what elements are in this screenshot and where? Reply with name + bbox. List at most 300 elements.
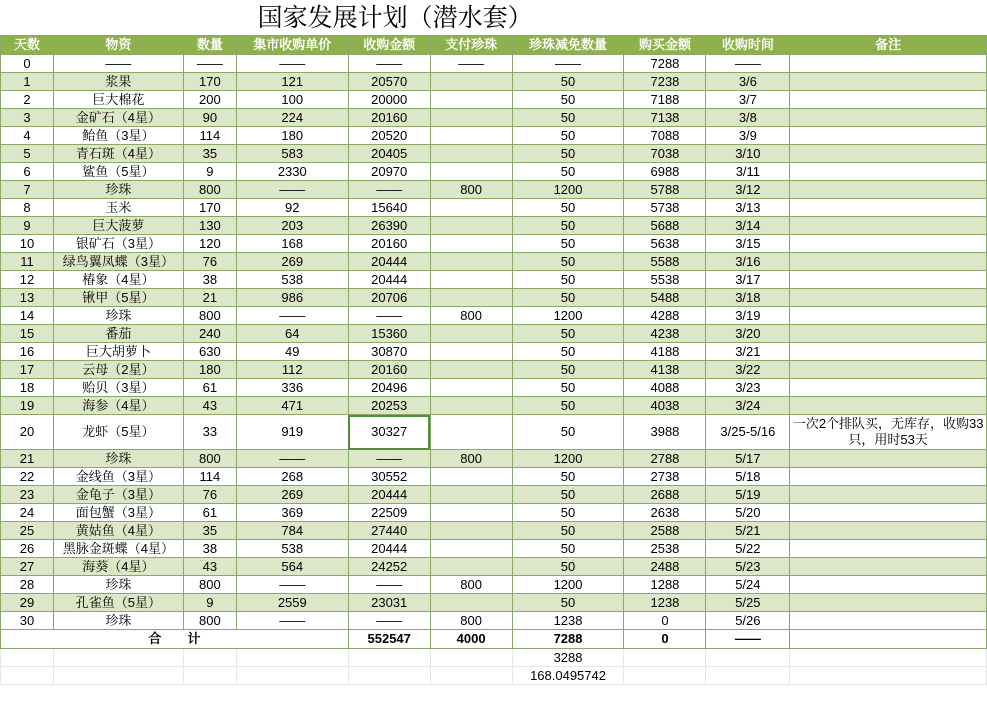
table-cell[interactable]: 2488 bbox=[624, 558, 706, 576]
table-cell[interactable]: —— bbox=[183, 55, 236, 73]
table-cell[interactable]: 2538 bbox=[624, 540, 706, 558]
table-cell[interactable]: 0 bbox=[1, 55, 54, 73]
total-pearl-paid[interactable]: 4000 bbox=[430, 630, 512, 649]
table-cell[interactable]: 2638 bbox=[624, 504, 706, 522]
table-cell[interactable]: 珍珠 bbox=[53, 576, 183, 594]
table-cell[interactable]: 珍珠 bbox=[53, 450, 183, 468]
table-cell[interactable]: 121 bbox=[236, 73, 348, 91]
table-cell[interactable]: 30552 bbox=[348, 468, 430, 486]
table-cell[interactable]: 4088 bbox=[624, 379, 706, 397]
table-cell[interactable]: 3/6 bbox=[706, 73, 790, 91]
table-cell[interactable]: 珍珠 bbox=[53, 181, 183, 199]
table-cell[interactable]: 20 bbox=[1, 415, 54, 450]
table-cell[interactable]: 25 bbox=[1, 522, 54, 540]
column-header[interactable]: 珍珠减免数量 bbox=[512, 36, 624, 55]
table-cell[interactable]: —— bbox=[236, 576, 348, 594]
table-cell[interactable]: 3/14 bbox=[706, 217, 790, 235]
table-cell[interactable]: 30870 bbox=[348, 343, 430, 361]
table-cell[interactable]: 50 bbox=[512, 325, 624, 343]
column-header[interactable]: 天数 bbox=[1, 36, 54, 55]
table-cell[interactable]: 50 bbox=[512, 540, 624, 558]
table-cell[interactable]: 5/17 bbox=[706, 450, 790, 468]
table-cell[interactable]: 5/26 bbox=[706, 612, 790, 630]
table-cell[interactable]: 5 bbox=[1, 145, 54, 163]
table-cell[interactable]: 180 bbox=[236, 127, 348, 145]
table-cell[interactable] bbox=[790, 504, 987, 522]
table-cell[interactable]: 20405 bbox=[348, 145, 430, 163]
table-cell[interactable]: 30327 bbox=[348, 415, 430, 450]
table-cell[interactable] bbox=[348, 649, 430, 667]
table-cell[interactable] bbox=[430, 217, 512, 235]
table-cell[interactable] bbox=[236, 667, 348, 685]
table-cell[interactable]: 20444 bbox=[348, 540, 430, 558]
table-cell[interactable]: 7 bbox=[1, 181, 54, 199]
table-cell[interactable]: 50 bbox=[512, 109, 624, 127]
table-cell[interactable]: 986 bbox=[236, 289, 348, 307]
table-cell[interactable]: 5738 bbox=[624, 199, 706, 217]
table-cell[interactable] bbox=[790, 343, 987, 361]
table-cell[interactable]: 61 bbox=[183, 504, 236, 522]
table-cell[interactable]: 50 bbox=[512, 127, 624, 145]
table-cell[interactable]: 50 bbox=[512, 504, 624, 522]
table-cell[interactable]: 538 bbox=[236, 271, 348, 289]
table-cell[interactable]: 鲨鱼（5星） bbox=[53, 163, 183, 181]
table-cell[interactable]: 2688 bbox=[624, 486, 706, 504]
total-pearl-reduced[interactable]: 7288 bbox=[512, 630, 624, 649]
table-cell[interactable]: 800 bbox=[430, 307, 512, 325]
table-cell[interactable] bbox=[790, 199, 987, 217]
table-cell[interactable]: 50 bbox=[512, 91, 624, 109]
table-cell[interactable]: —— bbox=[236, 55, 348, 73]
table-cell[interactable]: 538 bbox=[236, 540, 348, 558]
table-cell[interactable]: 椿象（4星） bbox=[53, 271, 183, 289]
table-cell[interactable] bbox=[790, 289, 987, 307]
table-cell[interactable]: 9 bbox=[183, 594, 236, 612]
table-cell[interactable]: 7088 bbox=[624, 127, 706, 145]
table-cell[interactable]: 8 bbox=[1, 199, 54, 217]
table-cell[interactable]: 贻贝（3星） bbox=[53, 379, 183, 397]
table-cell[interactable]: 番茄 bbox=[53, 325, 183, 343]
table-cell[interactable]: 64 bbox=[236, 325, 348, 343]
table-cell[interactable]: 22509 bbox=[348, 504, 430, 522]
table-cell[interactable]: 35 bbox=[183, 145, 236, 163]
table-cell[interactable] bbox=[348, 667, 430, 685]
table-cell[interactable]: 17 bbox=[1, 361, 54, 379]
table-cell[interactable]: 黑脉金斑蝶（4星） bbox=[53, 540, 183, 558]
table-cell[interactable] bbox=[430, 667, 512, 685]
table-cell[interactable]: 5/18 bbox=[706, 468, 790, 486]
table-cell[interactable]: 1200 bbox=[512, 307, 624, 325]
table-cell[interactable]: 27 bbox=[1, 558, 54, 576]
table-cell[interactable]: 20444 bbox=[348, 486, 430, 504]
table-cell[interactable] bbox=[183, 649, 236, 667]
table-cell[interactable]: 13 bbox=[1, 289, 54, 307]
table-cell[interactable]: 50 bbox=[512, 271, 624, 289]
table-cell[interactable]: 38 bbox=[183, 271, 236, 289]
table-cell[interactable]: 9 bbox=[183, 163, 236, 181]
table-cell[interactable]: 5788 bbox=[624, 181, 706, 199]
table-cell[interactable] bbox=[790, 127, 987, 145]
table-cell[interactable]: 3288 bbox=[512, 649, 624, 667]
table-cell[interactable]: 50 bbox=[512, 145, 624, 163]
total-amount[interactable]: 552547 bbox=[348, 630, 430, 649]
table-cell[interactable]: 564 bbox=[236, 558, 348, 576]
table-cell[interactable] bbox=[790, 145, 987, 163]
table-cell[interactable]: 168.0495742 bbox=[512, 667, 624, 685]
table-cell[interactable]: —— bbox=[348, 307, 430, 325]
table-cell[interactable]: 3/16 bbox=[706, 253, 790, 271]
table-cell[interactable]: 168 bbox=[236, 235, 348, 253]
table-cell[interactable]: 4 bbox=[1, 127, 54, 145]
table-cell[interactable]: 170 bbox=[183, 199, 236, 217]
table-cell[interactable]: 20000 bbox=[348, 91, 430, 109]
table-cell[interactable]: 170 bbox=[183, 73, 236, 91]
table-cell[interactable]: 50 bbox=[512, 235, 624, 253]
table-cell[interactable]: 49 bbox=[236, 343, 348, 361]
table-cell[interactable]: 20570 bbox=[348, 73, 430, 91]
table-cell[interactable]: 76 bbox=[183, 253, 236, 271]
table-cell[interactable]: 800 bbox=[430, 576, 512, 594]
table-cell[interactable]: 50 bbox=[512, 558, 624, 576]
table-cell[interactable] bbox=[790, 253, 987, 271]
table-cell[interactable]: 5538 bbox=[624, 271, 706, 289]
table-cell[interactable]: 2738 bbox=[624, 468, 706, 486]
table-cell[interactable]: 50 bbox=[512, 163, 624, 181]
table-cell[interactable] bbox=[53, 667, 183, 685]
table-cell[interactable]: 1200 bbox=[512, 450, 624, 468]
table-cell[interactable] bbox=[430, 253, 512, 271]
table-cell[interactable]: 7288 bbox=[624, 55, 706, 73]
table-cell[interactable]: 5588 bbox=[624, 253, 706, 271]
table-cell[interactable] bbox=[790, 486, 987, 504]
table-cell[interactable]: 巨大棉花 bbox=[53, 91, 183, 109]
column-header[interactable]: 物资 bbox=[53, 36, 183, 55]
table-cell[interactable]: 6 bbox=[1, 163, 54, 181]
table-cell[interactable]: 15360 bbox=[348, 325, 430, 343]
table-cell[interactable]: 50 bbox=[512, 522, 624, 540]
table-cell[interactable]: 7188 bbox=[624, 91, 706, 109]
table-cell[interactable]: 20160 bbox=[348, 361, 430, 379]
table-cell[interactable]: 33 bbox=[183, 415, 236, 450]
table-cell[interactable]: 5488 bbox=[624, 289, 706, 307]
table-cell[interactable]: 50 bbox=[512, 253, 624, 271]
table-cell[interactable]: —— bbox=[430, 55, 512, 73]
table-cell[interactable]: —— bbox=[53, 55, 183, 73]
table-cell[interactable]: 金龟子（3星） bbox=[53, 486, 183, 504]
table-cell[interactable]: 90 bbox=[183, 109, 236, 127]
table-cell[interactable]: 1238 bbox=[624, 594, 706, 612]
table-cell[interactable] bbox=[790, 522, 987, 540]
table-cell[interactable]: 12 bbox=[1, 271, 54, 289]
table-cell[interactable]: 3/19 bbox=[706, 307, 790, 325]
table-cell[interactable]: 1200 bbox=[512, 181, 624, 199]
table-cell[interactable] bbox=[430, 343, 512, 361]
table-cell[interactable]: 黄姑鱼（4星） bbox=[53, 522, 183, 540]
table-cell[interactable]: 800 bbox=[183, 181, 236, 199]
table-cell[interactable] bbox=[790, 271, 987, 289]
table-cell[interactable]: 114 bbox=[183, 468, 236, 486]
table-cell[interactable]: 269 bbox=[236, 253, 348, 271]
table-cell[interactable] bbox=[790, 594, 987, 612]
table-cell[interactable]: 20970 bbox=[348, 163, 430, 181]
table-cell[interactable]: 3/11 bbox=[706, 163, 790, 181]
table-cell[interactable]: 3/24 bbox=[706, 397, 790, 415]
table-cell[interactable]: 50 bbox=[512, 199, 624, 217]
table-cell[interactable]: 20160 bbox=[348, 109, 430, 127]
table-cell[interactable]: 3/20 bbox=[706, 325, 790, 343]
table-cell[interactable]: 784 bbox=[236, 522, 348, 540]
table-cell[interactable]: 4038 bbox=[624, 397, 706, 415]
table-cell[interactable]: 青石斑（4星） bbox=[53, 145, 183, 163]
table-cell[interactable]: 玉米 bbox=[53, 199, 183, 217]
table-cell[interactable]: 6988 bbox=[624, 163, 706, 181]
table-cell[interactable]: 38 bbox=[183, 540, 236, 558]
column-header[interactable]: 购买金额 bbox=[624, 36, 706, 55]
table-cell[interactable] bbox=[430, 558, 512, 576]
table-cell[interactable]: 9 bbox=[1, 217, 54, 235]
table-cell[interactable] bbox=[790, 612, 987, 630]
table-cell[interactable]: 21 bbox=[1, 450, 54, 468]
table-cell[interactable] bbox=[790, 109, 987, 127]
table-cell[interactable]: 3/13 bbox=[706, 199, 790, 217]
table-cell[interactable]: 800 bbox=[430, 612, 512, 630]
table-cell[interactable]: 20444 bbox=[348, 271, 430, 289]
table-cell[interactable]: 180 bbox=[183, 361, 236, 379]
table-cell[interactable] bbox=[430, 235, 512, 253]
table-cell[interactable]: 3/10 bbox=[706, 145, 790, 163]
table-cell[interactable]: 20496 bbox=[348, 379, 430, 397]
table-cell[interactable]: 800 bbox=[183, 576, 236, 594]
table-cell[interactable] bbox=[236, 649, 348, 667]
table-cell[interactable]: 3/18 bbox=[706, 289, 790, 307]
table-cell[interactable]: —— bbox=[706, 55, 790, 73]
table-cell[interactable] bbox=[790, 667, 987, 685]
table-cell[interactable]: 2 bbox=[1, 91, 54, 109]
table-cell[interactable] bbox=[790, 163, 987, 181]
table-cell[interactable] bbox=[1, 667, 54, 685]
table-cell[interactable] bbox=[706, 667, 790, 685]
table-cell[interactable]: 15 bbox=[1, 325, 54, 343]
table-cell[interactable]: 4288 bbox=[624, 307, 706, 325]
table-cell[interactable]: 3/15 bbox=[706, 235, 790, 253]
table-cell[interactable] bbox=[624, 649, 706, 667]
table-cell[interactable]: 1 bbox=[1, 73, 54, 91]
table-cell[interactable]: 一次2个排队买，无库存，收购33只，用时53天 bbox=[790, 415, 987, 450]
table-cell[interactable]: 130 bbox=[183, 217, 236, 235]
table-cell[interactable]: 76 bbox=[183, 486, 236, 504]
table-cell[interactable]: 30 bbox=[1, 612, 54, 630]
table-cell[interactable]: 5/25 bbox=[706, 594, 790, 612]
table-cell[interactable]: 锹甲（5星） bbox=[53, 289, 183, 307]
table-cell[interactable] bbox=[790, 91, 987, 109]
table-cell[interactable]: 2588 bbox=[624, 522, 706, 540]
table-cell[interactable]: 3988 bbox=[624, 415, 706, 450]
table-cell[interactable]: 绿鸟翼凤蝶（3星） bbox=[53, 253, 183, 271]
table-cell[interactable]: 26390 bbox=[348, 217, 430, 235]
table-cell[interactable]: 5638 bbox=[624, 235, 706, 253]
table-cell[interactable]: 224 bbox=[236, 109, 348, 127]
table-cell[interactable] bbox=[430, 325, 512, 343]
table-cell[interactable] bbox=[790, 361, 987, 379]
table-cell[interactable]: 20706 bbox=[348, 289, 430, 307]
table-cell[interactable] bbox=[790, 325, 987, 343]
table-cell[interactable]: 240 bbox=[183, 325, 236, 343]
table-cell[interactable] bbox=[430, 504, 512, 522]
table-cell[interactable]: 银矿石（3星） bbox=[53, 235, 183, 253]
table-cell[interactable] bbox=[430, 199, 512, 217]
table-cell[interactable]: 583 bbox=[236, 145, 348, 163]
column-header[interactable]: 收购时间 bbox=[706, 36, 790, 55]
table-cell[interactable] bbox=[790, 397, 987, 415]
table-cell[interactable]: 龙虾（5星） bbox=[53, 415, 183, 450]
table-cell[interactable]: 27440 bbox=[348, 522, 430, 540]
table-cell[interactable]: 孔雀鱼（5星） bbox=[53, 594, 183, 612]
table-cell[interactable]: 1200 bbox=[512, 576, 624, 594]
table-cell[interactable] bbox=[790, 540, 987, 558]
table-cell[interactable]: 2330 bbox=[236, 163, 348, 181]
total-purchase[interactable]: 0 bbox=[624, 630, 706, 649]
table-cell[interactable]: 珍珠 bbox=[53, 612, 183, 630]
table-cell[interactable]: 269 bbox=[236, 486, 348, 504]
table-cell[interactable] bbox=[430, 91, 512, 109]
table-cell[interactable] bbox=[790, 450, 987, 468]
table-cell[interactable]: 7138 bbox=[624, 109, 706, 127]
table-cell[interactable] bbox=[430, 649, 512, 667]
table-cell[interactable]: 800 bbox=[183, 307, 236, 325]
table-cell[interactable]: 金矿石（4星） bbox=[53, 109, 183, 127]
table-cell[interactable] bbox=[1, 649, 54, 667]
table-cell[interactable]: 26 bbox=[1, 540, 54, 558]
table-cell[interactable]: 20520 bbox=[348, 127, 430, 145]
table-cell[interactable]: 22 bbox=[1, 468, 54, 486]
total-time[interactable]: —— bbox=[706, 630, 790, 649]
table-cell[interactable]: 23 bbox=[1, 486, 54, 504]
table-cell[interactable]: 20253 bbox=[348, 397, 430, 415]
column-header[interactable]: 集市收购单价 bbox=[236, 36, 348, 55]
table-cell[interactable]: —— bbox=[348, 181, 430, 199]
table-cell[interactable]: 471 bbox=[236, 397, 348, 415]
table-cell[interactable]: —— bbox=[348, 55, 430, 73]
table-cell[interactable]: 巨大菠萝 bbox=[53, 217, 183, 235]
table-cell[interactable] bbox=[790, 307, 987, 325]
table-cell[interactable]: 800 bbox=[430, 450, 512, 468]
table-cell[interactable]: 20444 bbox=[348, 253, 430, 271]
table-cell[interactable]: 50 bbox=[512, 73, 624, 91]
table-cell[interactable]: 50 bbox=[512, 343, 624, 361]
table-cell[interactable] bbox=[790, 576, 987, 594]
table-cell[interactable] bbox=[790, 468, 987, 486]
column-header[interactable]: 备注 bbox=[790, 36, 987, 55]
table-cell[interactable] bbox=[430, 289, 512, 307]
table-cell[interactable]: 336 bbox=[236, 379, 348, 397]
table-cell[interactable]: 268 bbox=[236, 468, 348, 486]
table-cell[interactable]: 7038 bbox=[624, 145, 706, 163]
table-cell[interactable] bbox=[430, 163, 512, 181]
column-header[interactable]: 数量 bbox=[183, 36, 236, 55]
table-cell[interactable] bbox=[430, 145, 512, 163]
table-cell[interactable]: 50 bbox=[512, 468, 624, 486]
table-cell[interactable] bbox=[430, 127, 512, 145]
table-cell[interactable]: —— bbox=[236, 450, 348, 468]
table-cell[interactable] bbox=[430, 271, 512, 289]
table-cell[interactable] bbox=[430, 468, 512, 486]
table-cell[interactable]: 15640 bbox=[348, 199, 430, 217]
table-cell[interactable]: 50 bbox=[512, 594, 624, 612]
table-cell[interactable]: —— bbox=[512, 55, 624, 73]
table-cell[interactable]: 2788 bbox=[624, 450, 706, 468]
table-cell[interactable]: 海参（4星） bbox=[53, 397, 183, 415]
table-cell[interactable]: 10 bbox=[1, 235, 54, 253]
table-cell[interactable]: 19 bbox=[1, 397, 54, 415]
table-cell[interactable] bbox=[183, 667, 236, 685]
table-cell[interactable]: —— bbox=[348, 576, 430, 594]
column-header[interactable]: 支付珍珠 bbox=[430, 36, 512, 55]
table-cell[interactable] bbox=[430, 109, 512, 127]
table-cell[interactable]: 3/7 bbox=[706, 91, 790, 109]
table-cell[interactable] bbox=[790, 379, 987, 397]
table-cell[interactable]: 112 bbox=[236, 361, 348, 379]
table-cell[interactable] bbox=[430, 522, 512, 540]
table-cell[interactable] bbox=[430, 361, 512, 379]
table-cell[interactable] bbox=[790, 73, 987, 91]
table-cell[interactable] bbox=[790, 55, 987, 73]
table-cell[interactable]: 金线鱼（3星） bbox=[53, 468, 183, 486]
table-cell[interactable]: 1288 bbox=[624, 576, 706, 594]
total-label[interactable]: 合 计 bbox=[1, 630, 349, 649]
table-cell[interactable]: 120 bbox=[183, 235, 236, 253]
table-cell[interactable]: 3/23 bbox=[706, 379, 790, 397]
table-cell[interactable]: 5/24 bbox=[706, 576, 790, 594]
table-cell[interactable]: 200 bbox=[183, 91, 236, 109]
table-cell[interactable] bbox=[790, 235, 987, 253]
table-cell[interactable]: 92 bbox=[236, 199, 348, 217]
table-cell[interactable]: 100 bbox=[236, 91, 348, 109]
table-cell[interactable]: 50 bbox=[512, 397, 624, 415]
table-cell[interactable]: 鲐鱼（3星） bbox=[53, 127, 183, 145]
table-cell[interactable] bbox=[430, 73, 512, 91]
table-cell[interactable] bbox=[790, 181, 987, 199]
table-cell[interactable]: 35 bbox=[183, 522, 236, 540]
table-cell[interactable]: 21 bbox=[183, 289, 236, 307]
table-cell[interactable]: 3/21 bbox=[706, 343, 790, 361]
table-cell[interactable]: 50 bbox=[512, 217, 624, 235]
table-cell[interactable]: 24 bbox=[1, 504, 54, 522]
table-cell[interactable]: 5/21 bbox=[706, 522, 790, 540]
table-cell[interactable]: 5/20 bbox=[706, 504, 790, 522]
table-cell[interactable] bbox=[430, 540, 512, 558]
table-cell[interactable]: 43 bbox=[183, 558, 236, 576]
table-cell[interactable] bbox=[790, 649, 987, 667]
table-cell[interactable]: 50 bbox=[512, 486, 624, 504]
table-cell[interactable]: 5688 bbox=[624, 217, 706, 235]
total-note[interactable] bbox=[790, 630, 987, 649]
table-cell[interactable]: 3/22 bbox=[706, 361, 790, 379]
table-cell[interactable]: 浆果 bbox=[53, 73, 183, 91]
table-cell[interactable] bbox=[430, 594, 512, 612]
table-cell[interactable]: 4238 bbox=[624, 325, 706, 343]
table-cell[interactable]: 800 bbox=[183, 450, 236, 468]
table-cell[interactable]: 50 bbox=[512, 379, 624, 397]
table-cell[interactable]: 3/8 bbox=[706, 109, 790, 127]
table-cell[interactable] bbox=[430, 379, 512, 397]
table-cell[interactable]: 630 bbox=[183, 343, 236, 361]
table-cell[interactable]: —— bbox=[348, 450, 430, 468]
table-cell[interactable]: 0 bbox=[624, 612, 706, 630]
table-cell[interactable] bbox=[624, 667, 706, 685]
table-cell[interactable]: 4138 bbox=[624, 361, 706, 379]
table-cell[interactable]: 3/9 bbox=[706, 127, 790, 145]
table-cell[interactable]: 5/22 bbox=[706, 540, 790, 558]
